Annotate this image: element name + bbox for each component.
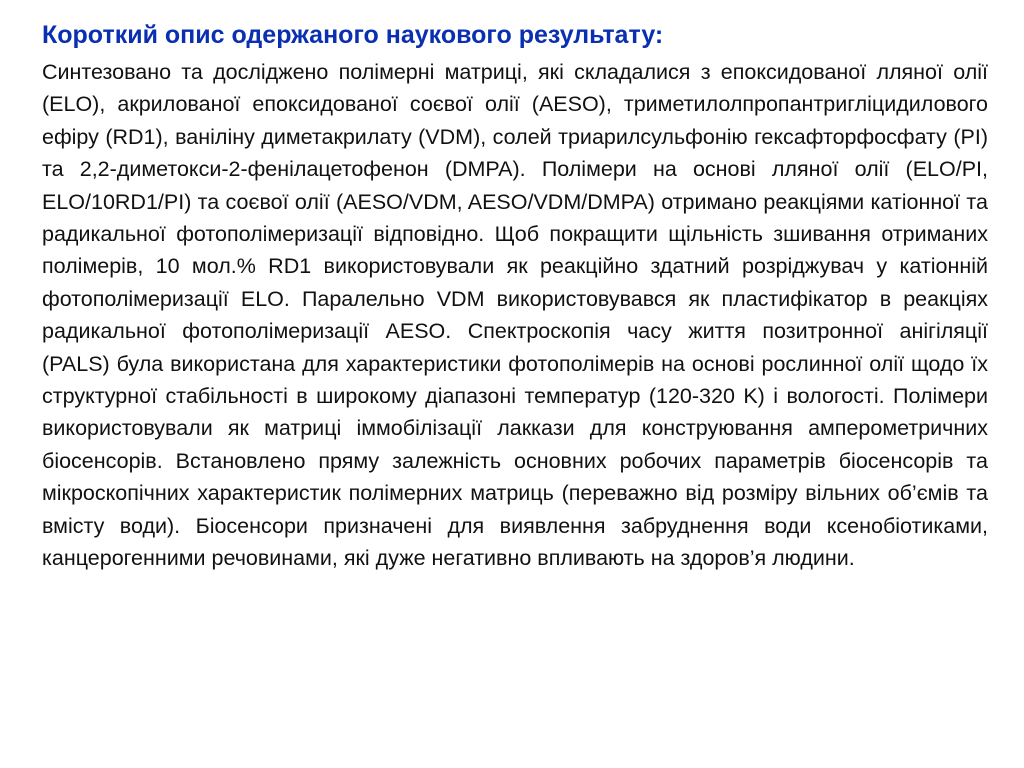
slide-title: Короткий опис одержаного наукового результату:: [42, 21, 664, 49]
result-description: Синтезовано та досліджено полімерні матриці, які складалися з епоксидованої лляної олії (ELO), акрилованої епоксидованої соєвої олії (AESO), триметилолпропантригліцидилового ефіру (RD1), ваніліну диметакрилату (VDM), солей триарилсульфонію гексафторфосфату (PI) та 2,2-диметокси-2-фенілацетофенон (DMPA). Полімери на основі лляної олії (ELO/PI, ELO/10RD1/PI) та соєвої олії (AESO/VDM, AESO/VDM/DMPA) отримано реакціями катіонної та радикальної фотополімеризації відповідно. Щоб покращити щільність зшивання отриманих полімерів, 10 мол.% RD1 використовували як реакційно здатний розріджувач у катіонній фотополімеризації ELO. Паралельно VDM використовувався як пластифікатор в реакціях радикальної фотополімеризації AESO. Спектроскопія часу життя позитронної анігіляції (PALS) була використана для характеристики фотополімерів на основі рослинної олії щодо їх структурної стабільності в широкому діапазоні температур (120-320 K) і вологості. Полімери використовували як матриці іммобілізації лаккази для конструювання амперометричних біосенсорів. Встановлено пряму залежність основних робочих параметрів біосенсорів та мікроскопічних характеристик полімерних матриць (переважно від розміру вільних об’ємів та вмісту води). Біосенсори призначені для виявлення забруднення води ксенобіотиками, канцерогенними речовинами, які дуже негативно впливають на здоров’я людини.: [42, 60, 988, 571]
